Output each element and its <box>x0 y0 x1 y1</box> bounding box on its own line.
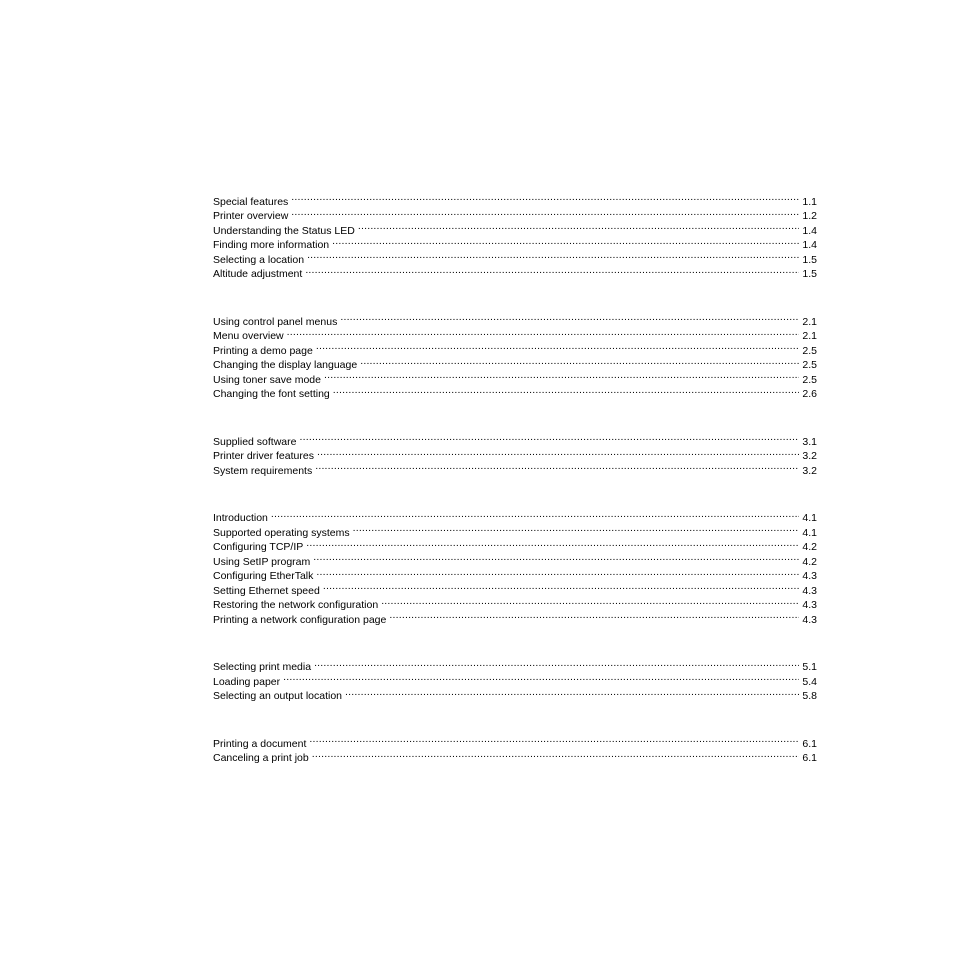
dot-leader <box>316 339 800 354</box>
dot-leader <box>299 430 799 445</box>
toc-entry[interactable] <box>213 339 817 357</box>
toc-entry[interactable] <box>213 507 817 522</box>
entry-title: Setting Ethernet speed <box>213 584 320 597</box>
entry-page-number: 3.2 <box>802 450 817 462</box>
entry-title: Configuring EtherTalk <box>213 570 314 582</box>
entry-page-number: 1.4 <box>802 239 817 251</box>
entry-page-number: 6.1 <box>802 737 817 750</box>
entry-page-number: 4.2 <box>802 555 817 568</box>
toc-entry[interactable] <box>213 190 817 208</box>
dot-leader <box>323 579 800 594</box>
toc-entry[interactable] <box>213 445 817 460</box>
entry-page-number: 1.2 <box>802 210 817 222</box>
dot-leader <box>332 234 799 249</box>
dot-leader <box>340 310 799 325</box>
entry-title: Supplied software <box>213 435 297 448</box>
dot-leader <box>309 732 799 747</box>
dot-leader <box>333 383 800 398</box>
toc-entry[interactable] <box>213 325 817 340</box>
dot-leader <box>316 565 799 580</box>
entry-page-number: 4.1 <box>802 512 817 524</box>
toc-entry[interactable] <box>213 656 817 671</box>
entry-page-number: 5.8 <box>802 690 817 702</box>
dot-leader <box>358 219 800 234</box>
toc-entry[interactable] <box>213 430 817 448</box>
dot-leader <box>305 263 799 278</box>
entry-title: Printer driver features <box>213 450 314 462</box>
dot-leader <box>283 670 799 685</box>
entry-title: Special features <box>213 195 289 208</box>
entry-page-number: 4.3 <box>802 570 817 582</box>
entry-title: Changing the display language <box>213 359 358 371</box>
entry-page-number: 5.1 <box>802 661 817 673</box>
toc-section-4 <box>213 507 817 626</box>
entry-page-number: 2.5 <box>802 373 817 386</box>
entry-title: Using toner save mode <box>213 373 321 386</box>
entry-title: Finding more information <box>213 239 330 251</box>
dot-leader <box>313 550 799 565</box>
entry-title: Understanding the Status LED <box>213 224 355 237</box>
toc-section-1 <box>213 190 817 280</box>
table-of-contents <box>213 190 817 764</box>
entry-page-number: 2.1 <box>802 315 817 328</box>
entry-page-number: 3.1 <box>802 435 817 448</box>
entry-page-number: 5.4 <box>802 675 817 688</box>
entry-title: Printing a document <box>213 737 307 750</box>
entry-title: Using SetIP program <box>213 555 311 568</box>
dot-leader <box>314 656 799 671</box>
entry-title: Menu overview <box>213 330 284 342</box>
entry-page-number: 1.5 <box>802 253 817 266</box>
dot-leader <box>360 354 799 369</box>
dot-leader <box>287 325 800 340</box>
entry-title: Selecting print media <box>213 661 312 673</box>
dot-leader <box>291 190 799 205</box>
entry-page-number: 1.4 <box>802 224 817 237</box>
entry-page-number: 4.3 <box>802 599 817 611</box>
dot-leader <box>317 445 799 460</box>
entry-title: Printing a demo page <box>213 344 313 357</box>
entry-title: Canceling a print job <box>213 752 309 764</box>
entry-page-number: 2.1 <box>802 330 817 342</box>
entry-page-number: 4.3 <box>802 613 817 626</box>
dot-leader <box>306 536 799 551</box>
entry-page-number: 4.3 <box>802 584 817 597</box>
entry-title: Supported operating systems <box>213 526 350 539</box>
entry-title: Using control panel menus <box>213 315 338 328</box>
toc-entry[interactable] <box>213 732 817 750</box>
dot-leader <box>271 507 800 522</box>
entry-title: Loading paper <box>213 675 281 688</box>
entry-page-number: 2.5 <box>802 344 817 357</box>
entry-title: Selecting an output location <box>213 690 343 702</box>
entry-page-number: 6.1 <box>802 752 817 764</box>
entry-page-number: 4.1 <box>802 526 817 539</box>
toc-entry[interactable] <box>213 219 817 237</box>
entry-title: Printing a network configuration page <box>213 613 387 626</box>
toc-section-3 <box>213 430 817 477</box>
toc-section-6 <box>213 732 817 764</box>
dot-leader <box>307 248 799 263</box>
entry-title: Restoring the network configuration <box>213 599 379 611</box>
toc-entry[interactable] <box>213 670 817 688</box>
entry-page-number: 2.5 <box>802 359 817 371</box>
entry-page-number: 1.5 <box>802 268 817 280</box>
dot-leader <box>291 205 799 220</box>
entry-title: Altitude adjustment <box>213 268 303 280</box>
entry-title: Changing the font setting <box>213 388 330 400</box>
toc-entry[interactable] <box>213 310 817 328</box>
entry-page-number: 3.2 <box>802 464 817 477</box>
dot-leader <box>389 608 799 623</box>
toc-entry[interactable] <box>213 521 817 539</box>
dot-leader <box>345 685 799 700</box>
entry-page-number: 4.2 <box>802 541 817 553</box>
dot-leader <box>353 521 800 536</box>
entry-title: Printer overview <box>213 210 289 222</box>
entry-title: Configuring TCP/IP <box>213 541 304 553</box>
toc-entry[interactable] <box>213 685 817 700</box>
toc-entry[interactable] <box>213 205 817 220</box>
toc-section-2 <box>213 310 817 400</box>
toc-entry[interactable] <box>213 550 817 568</box>
toc-section-5 <box>213 656 817 700</box>
dot-leader <box>324 368 799 383</box>
entry-title: Selecting a location <box>213 253 305 266</box>
entry-title: Introduction <box>213 512 268 524</box>
entry-page-number: 2.6 <box>802 388 817 400</box>
dot-leader <box>381 594 799 609</box>
dot-leader <box>315 459 799 474</box>
entry-title: System requirements <box>213 464 313 477</box>
dot-leader <box>312 747 800 762</box>
entry-page-number: 1.1 <box>802 195 817 208</box>
